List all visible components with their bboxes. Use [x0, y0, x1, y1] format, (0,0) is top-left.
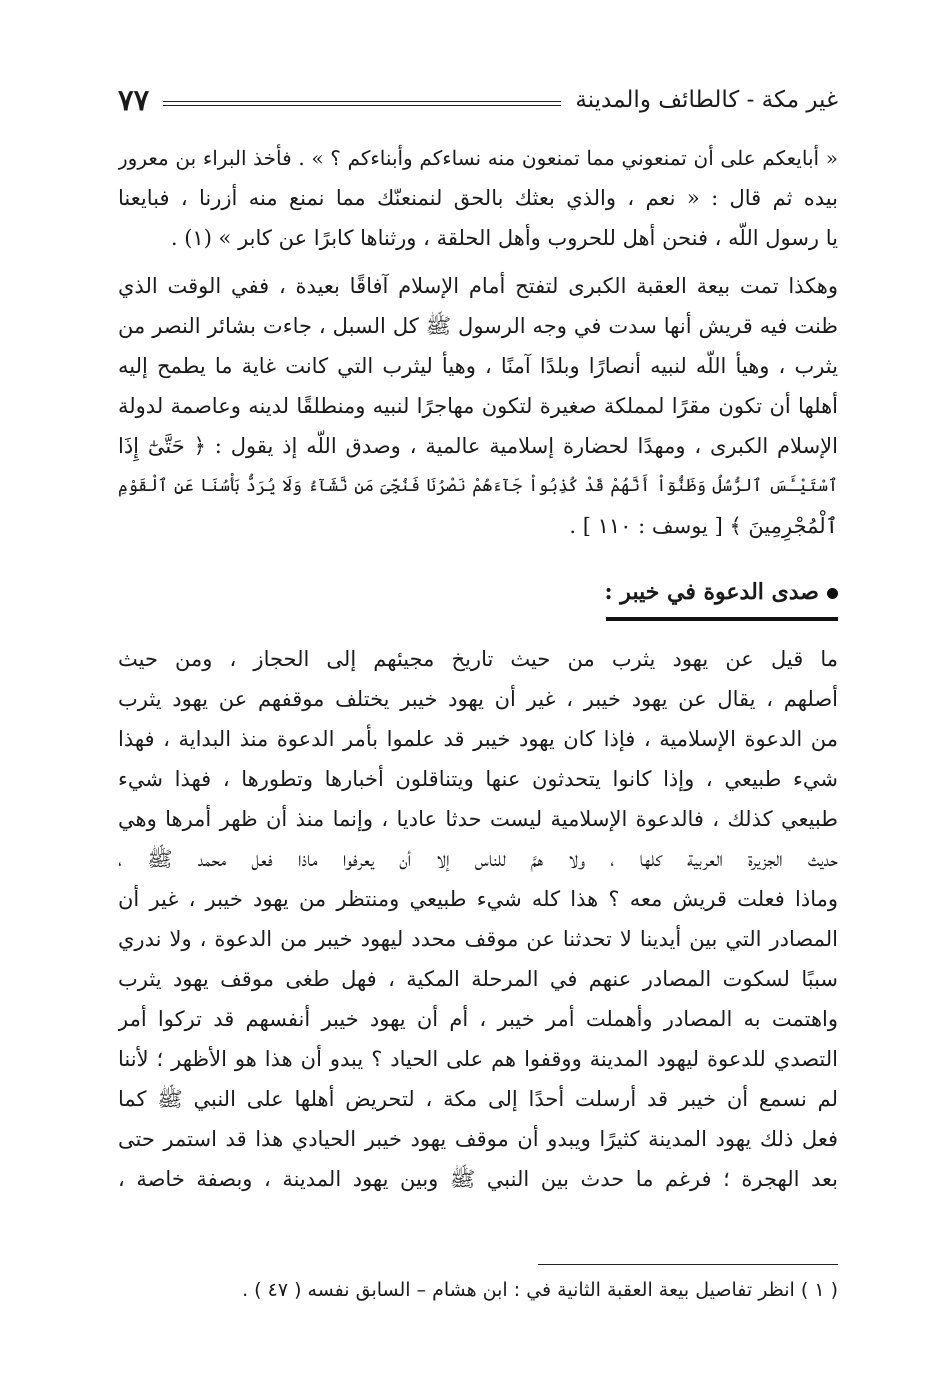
bullet-icon: [827, 588, 838, 599]
text-line: يثرب ، وهيأ اللّه لنبيه أنصارًا وبلدًا آمنًا ، وهيأ ليثرب التي كانت غاية ما يطمح إليه: [118, 354, 838, 378]
text-line: طبيعي كذلك ، فالدعوة الإسلامية ليست حدثا عاديا ، وإنما منذ أن ظهر أمرها وهي: [118, 807, 838, 831]
text-line: من الدعوة الإسلامية ، فإذا كان يهود خيبر قد علموا بأمر الدعوة منذ البداية ، فهذا: [118, 727, 838, 751]
paragraph-bayah-quote: [118, 138, 838, 258]
text-line: التصدي للدعوة ليهود المدينة ووقفوا هم على الحياد ؟ يبدو أن هذا هو الأظهر ؛ لأننا: [118, 1047, 838, 1071]
text-line: شيء طبيعي ، وإذا كانوا يتحدثون عنها ويتناقلون أخبارها وتطورها ، فهذا شيء: [118, 767, 838, 791]
running-header-title: غير مكة - كالطائف والمدينة: [575, 87, 838, 113]
running-header: [118, 80, 838, 120]
page-number: ٧٧: [118, 83, 150, 117]
footnote: ( ١ ) انظر تفاصيل بيعة العقبة الثانية في : ابن هشام – السابق نفسه ( ٤٧ ) .: [242, 1279, 838, 1301]
header-rule: [163, 101, 561, 106]
text-line: أصلهم ، يقال عن يهود خيبر ، غير أن يهود خيبر يختلف موقفهم عن يهود يثرب: [118, 687, 838, 711]
quran-verse-line: ٱلْمُجْرِمِينَ ﴾ [ يوسف : ١١٠ ] .: [569, 514, 838, 538]
quran-verse-line: ٱسْتَيْـَٔسَ ٱلرُّسُلُ وَظَنُّوٓاْ أَنَّهُمْ قَدْ كُذِبُواْ جَآءَهُمْ نَصْرُنَا فَنُجِّىَ مَن نَّشَآءُ وَلَا يُرَدُّ بَأْسُنَا عَنِ ٱلْقَوْمِ: [118, 476, 838, 496]
text-line: المصادر التي بين أيدينا لا تحدثنا عن موقف محدد ليهود خيبر من الدعوة ، ولا ندري: [118, 927, 838, 951]
heading-underline: [606, 617, 838, 621]
text-line: واهتمت به المصادر وأهملت أمر خيبر ، أم أن يهود خيبر أنفسهم قد تركوا أمر: [118, 1007, 838, 1031]
text-line: يا رسول اللّه ، فنحن أهل للحروب وأهل الحلقة ، ورثناها كابرًا عن كابر » (١) .: [170, 226, 838, 250]
text-line: وماذا فعلت قريش معه ؟ هذا كله شيء طبيعي ومنتظر من يهود خيبر ، غير أن: [118, 887, 838, 911]
text-line: « أبايعكم على أن تمنعوني مما تمنعون منه نساءكم وأبناءكم ؟ » . فأخذ البراء بن معرور: [118, 146, 838, 170]
text-line: بعد الهجرة ؛ فرغم ما حدث بين النبي ﷺ وبين يهود المدينة ، وبصفة خاصة ،: [118, 1167, 838, 1191]
paragraph-khaybar: [118, 639, 838, 1199]
text-line: لم نسمع أن خيبر قد أرسلت أحدًا إلى مكة ، لتحريض أهلها على النبي ﷺ كما: [118, 1087, 838, 1111]
text-line: سببًا لسكوت المصادر عنهم في المرحلة المكية ، فهل طغى موقف يهود يثرب: [118, 967, 838, 991]
section-heading-text: صدى الدعوة في خيبر :: [604, 579, 819, 605]
text-line: بيده ثم قال : « نعم ، والذي بعثك بالحق لنمنعنّك مما نمنع منه أزرنا ، فبايعنا: [118, 186, 838, 210]
text-line: الإسلام الكبرى ، ومهدًا لحضارة إسلامية عالمية ، وصدق اللّه إذ يقول : ﴿ حَتَّىٰٓ إِذَا: [118, 434, 838, 458]
footnote-rule: [538, 1264, 838, 1265]
text-line: ظنت فيه قريش أنها سدت في وجه الرسول ﷺ كل السبل ، جاءت بشائر النصر من: [118, 314, 838, 338]
text-line: حديث الجزيرة العربية كلها ، ولا همَّ للناس إلا أن يعرفوا ماذا فعل محمد ﷺ ،: [118, 847, 838, 871]
section-heading: [500, 575, 838, 609]
text-line: وهكذا تمت بيعة العقبة الكبرى لتفتح أمام الإسلام آفاقًا بعيدة ، ففي الوقت الذي: [118, 274, 838, 298]
text-line: ما قيل عن يهود يثرب من حيث تاريخ مجيئهم إلى الحجاز ، ومن حيث: [118, 647, 838, 671]
text-line: أهلها أن تكون مقرًا لمملكة صغيرة لتكون مهاجرًا لنبيه ومنطلقًا لدينه وعاصمة لدولة: [118, 394, 838, 418]
text-line: فعل ذلك يهود المدينة كثيرًا ويبدو أن موقف يهود خيبر الحيادي هذا قد استمر حتى: [118, 1127, 838, 1151]
paragraph-aqaba-pledge: [118, 266, 838, 546]
